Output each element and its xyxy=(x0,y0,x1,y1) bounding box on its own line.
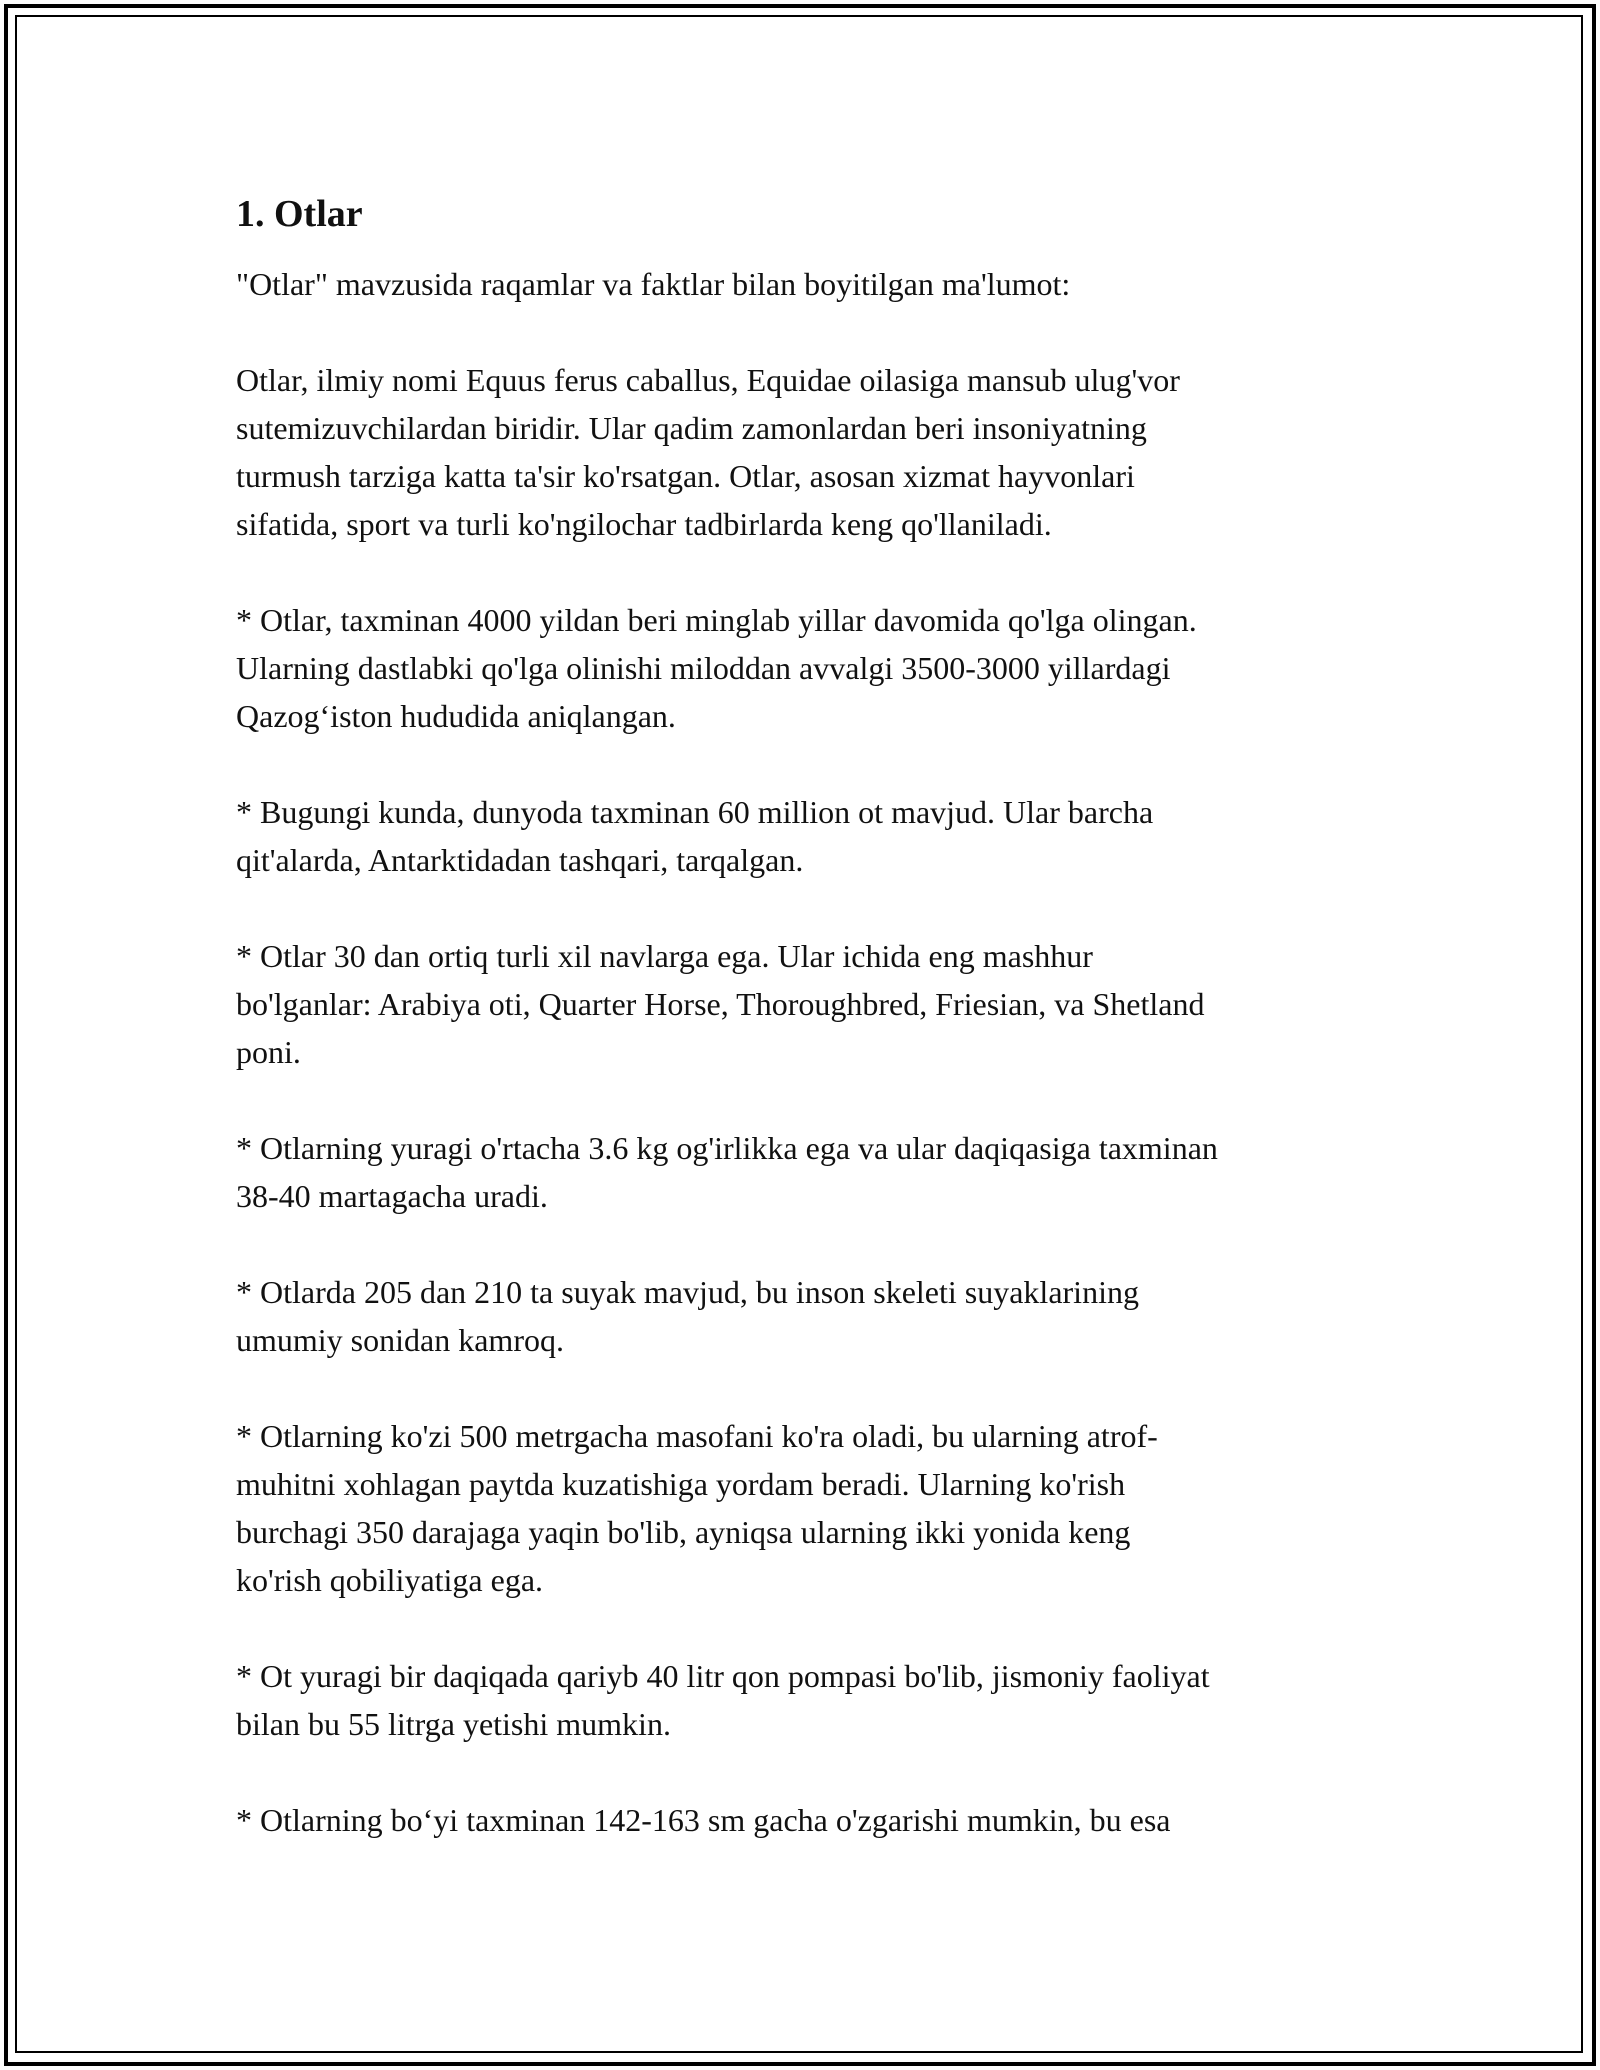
fact-heart: * Otlarning yuragi o'rtacha 3.6 kg og'irlikka ega va ular daqiqasiga taxminan 38-40 martagacha uradi. xyxy=(236,1130,1218,1214)
fact-domestication: * Otlar, taxminan 4000 yildan beri minglab yillar davomida qo'lga olingan. Ularning dastlabki qo'lga olinishi miloddan avvalgi 3500-3000 yillardagi Qazog‘iston hududida aniqlangan. xyxy=(236,602,1197,734)
document-title: 1. Otlar xyxy=(236,193,363,235)
fact-vision: * Otlarning ko'zi 500 metrgacha masofani ko'ra oladi, bu ularning atrof- muhitni xohlagan paytda kuzatishiga yordam beradi. Ularning ko'rish burchagi 350 darajaga yaqin bo'lib, ayniqsa ularning ikki yonida keng ko'rish qobiliyatiga ega. xyxy=(236,1418,1158,1598)
fact-breeds: * Otlar 30 dan ortiq turli xil navlarga ega. Ular ichida eng mashhur bo'lganlar: Arabiya oti, Quarter Horse, Thoroughbred, Friesian, va Shetland poni. xyxy=(236,938,1205,1070)
intro-line: "Otlar" mavzusida raqamlar va faktlar bilan boyitilgan ma'lumot: xyxy=(236,266,1071,302)
fact-population: * Bugungi kunda, dunyoda taxminan 60 million ot mavjud. Ular barcha qit'alarda, Antarktidadan tashqari, tarqalgan. xyxy=(236,794,1154,878)
fact-bones: * Otlarda 205 dan 210 ta suyak mavjud, bu inson skeleti suyaklarining umumiy sonidan kamroq. xyxy=(236,1274,1139,1358)
fact-blood-pump: * Ot yuragi bir daqiqada qariyb 40 litr qon pompasi bo'lib, jismoniy faoliyat bilan bu 55 litrga yetishi mumkin. xyxy=(236,1658,1210,1742)
fact-height: * Otlarning bo‘yi taxminan 142-163 sm gacha o'zgarishi mumkin, bu esa xyxy=(236,1802,1171,1838)
document-body xyxy=(236,190,1386,1844)
paragraph-overview: Otlar, ilmiy nomi Equus ferus caballus, Equidae oilasiga mansub ulug'vor sutemizuvchilardan biridir. Ular qadim zamonlardan beri insoniyatning turmush tarziga katta ta'sir ko'rsatgan. Otlar, asosan xizmat hayvonlari sifatida, sport va turli ko'ngilochar tadbirlarda keng qo'llaniladi. xyxy=(236,362,1180,542)
